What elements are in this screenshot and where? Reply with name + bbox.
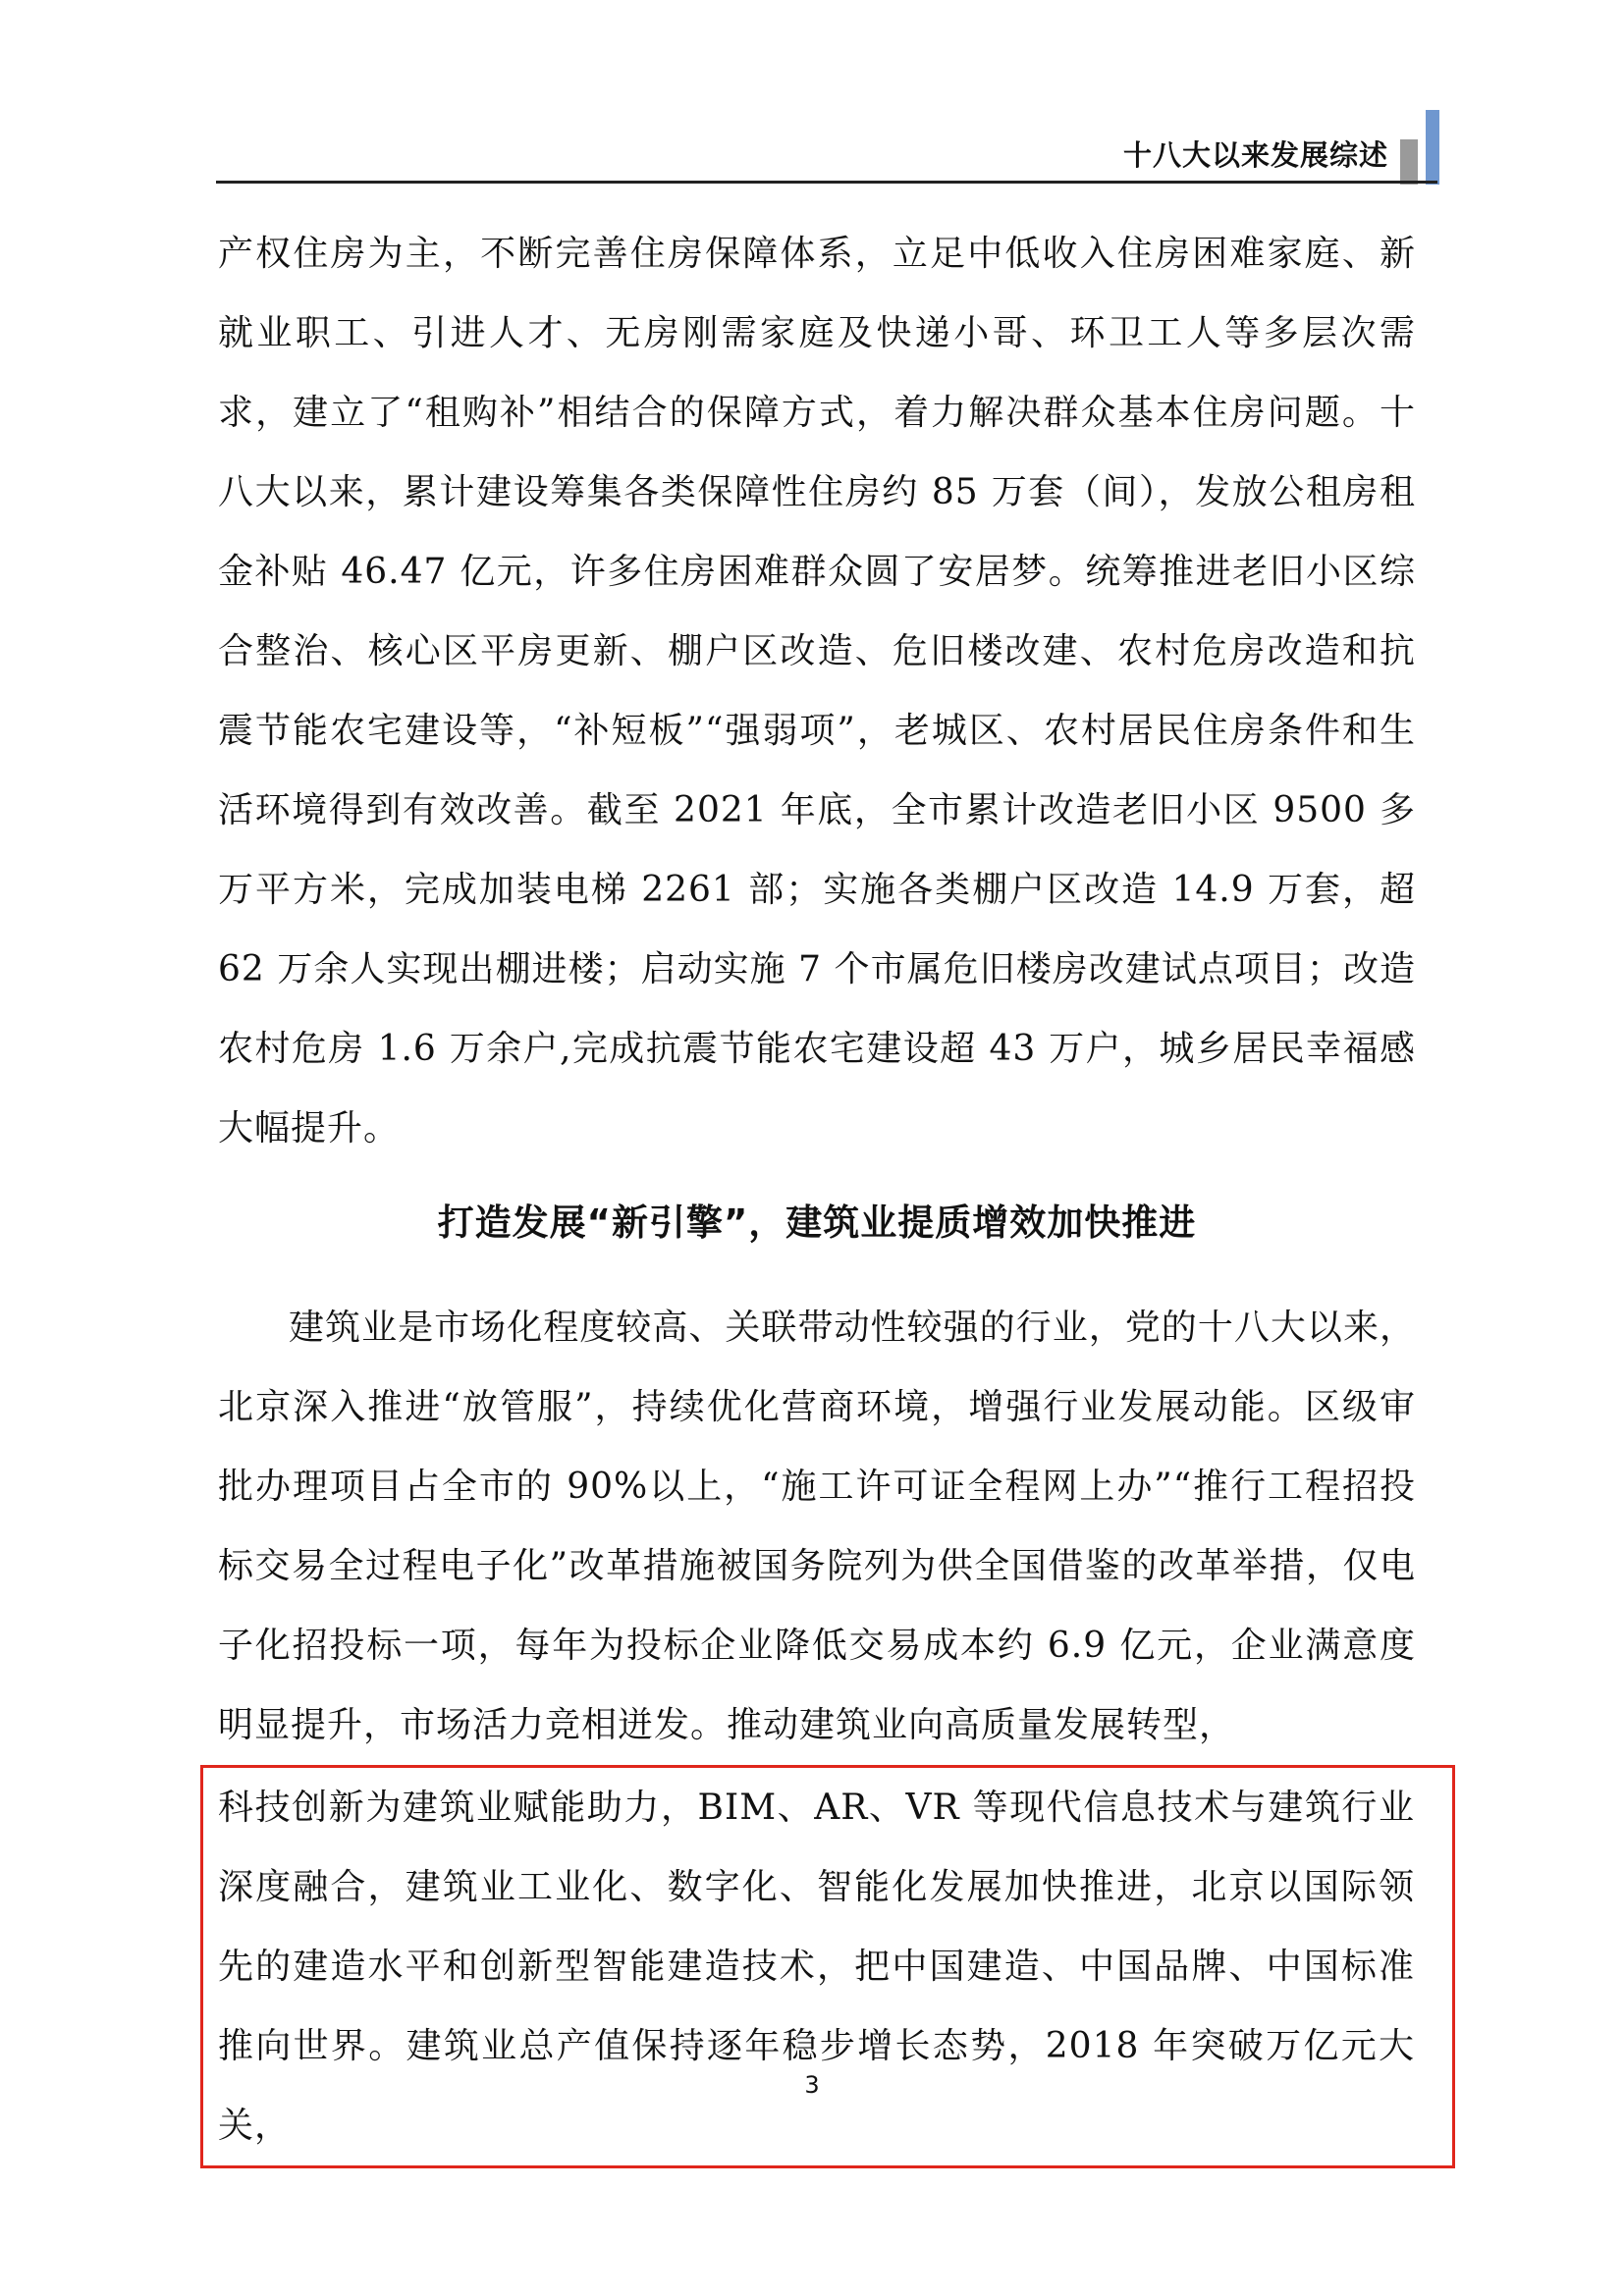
section-paragraph-text: 建筑业是市场化程度较高、关联带动性较强的行业，党的十八大以来，北京深入推进“放管服”，持续优化营商环境，增强行业发展动能。区级审批办理项目占全市的 90%以上，“施工许可证全程网上办”“推行工程招投标交易全过程电子化”改革措施被国务院列为供全国借鉴的改革举措，仅电子化招投标一项，每年为投标企业降低交易成本约 6.9 亿元，企业满意度明显提升，市场活力竞相迸发。推动建筑业向高质量发展转型， <box>218 1308 1416 1745</box>
intro-paragraph: 产权住房为主，不断完善住房保障体系，立足中低收入住房困难家庭、新就业职工、引进人才、无房刚需家庭及快递小哥、环卫工人等多层次需求，建立了“租购补”相结合的保障方式，着力解决群众基本住房问题。十八大以来，累计建设筹集各类保障性住房约 85 万套（间），发放公租房租金补贴 46.47 亿元，许多住房困难群众圆了安居梦。统筹推进老旧小区综合整治、核心区平房更新、棚户区改造、危旧楼改建、农村危房改造和抗震节能农宅建设等，“补短板”“强弱项”，老城区、农村居民住房条件和生活环境得到有效改善。截至 2021 年底，全市累计改造老旧小区 9500 多万平方米，完成加装电梯 2261 部；实施各类棚户区改造 14.9 万套，超 62 万余人实现出棚进楼；启动实施 7 个市属危旧楼房改建试点项目；改造农村危房 1.6 万余户,完成抗震节能农宅建设超 43 万户，城乡居民幸福感大幅提升。 <box>218 234 1416 1148</box>
running-header-title: 十八大以来发展综述 <box>1122 138 1388 172</box>
section-heading: 打造发展“新引擎”，建筑业提质增效加快推进 <box>437 1201 1197 1244</box>
page-body <box>218 214 1416 2168</box>
header-divider <box>216 181 1437 184</box>
highlighted-passage-text: 科技创新为建筑业赋能助力，BIM、AR、VR 等现代信息技术与建筑行业深度融合，建筑业工业化、数字化、智能化发展加快推进，北京以国际领先的建造水平和创新型智能建造技术，把中国建造、中国品牌、中国标准推向世界。建筑业总产值保持逐年稳步增长态势，2018 年突破万亿元大关， <box>218 1788 1415 2146</box>
header-accent-blue-bar <box>1426 110 1439 185</box>
highlighted-passage-box <box>200 1765 1455 2168</box>
header-accent-gray-bar <box>1400 139 1418 185</box>
section-paragraph <box>218 1288 1416 1765</box>
page-number: 3 <box>804 2071 820 2099</box>
